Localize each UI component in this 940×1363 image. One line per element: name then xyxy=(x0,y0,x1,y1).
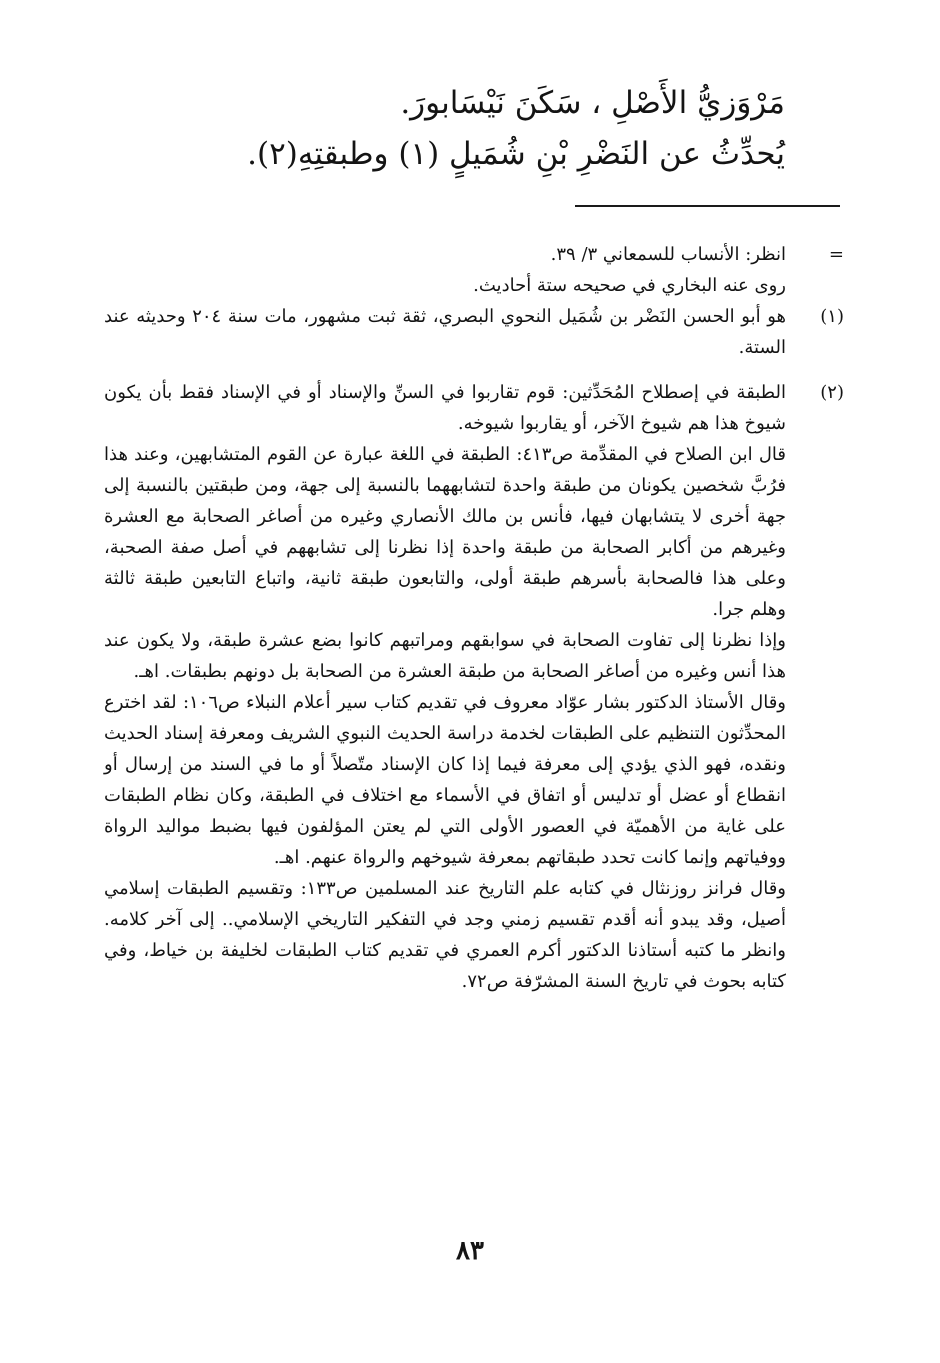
footnote-2 xyxy=(104,377,844,997)
footnote-marker: (٢) xyxy=(820,382,844,403)
footnote-marker: (١) xyxy=(820,306,844,327)
main-text-line-2: يُحدِّثُ عن النَضْرِ بْنِ شُمَيلٍ (١) وطبقتِهِ(٢). xyxy=(247,136,785,172)
page-number: ٨٣ xyxy=(456,1236,484,1266)
footnote-1 xyxy=(104,301,844,363)
footnote-paragraph: وقال فرانز روزنثال في كتابه علم التاريخ عند المسلمين ص١٣٣: وتقسيم الطبقات إسلامي أصيل، وقد يبدو أنه أقدم تقسيم زمني وجد في التفكير التاريخي الإسلامي.. إلى آخر كلامه. وانظر ما كتبه أستاذنا الدكتور أكرم العمري في تقديم كتاب الطبقات لخليفة بن خياط، وفي كتابه بحوث في تاريخ السنة المشرّفة ص٧٢. xyxy=(104,878,786,992)
footnote-paragraph: هو أبو الحسن النَضْر بن شُمَيل النحوي البصري، ثقة ثبت مشهور، مات سنة ٢٠٤ وحديثه عند الستة. xyxy=(104,306,786,358)
footnotes xyxy=(104,239,844,997)
footnote-paragraph: وقال الأستاذ الدكتور بشار عوّاد معروف في تقديم كتاب سير أعلام النبلاء ص١٠٦: لقد اخترع المحدِّثون التنظيم على الطبقات لخدمة دراسة الحديث النبوي الشريف ومعرفة إسناد الحديث ونقده، فهو الذي يؤدي إلى معرفة فيما إذا كان الإسناد متّصلاً أو ما في السند من إرسال أو انقطاع أو عضل أو تدليس أو اتفاق في الأسماء مع اختلاف في الطبقة، وكان نظام الطبقات على غاية من الأهميّة في العصور الأولى التي لم يعتن المؤلفون فيها بضبط مواليد الرواة ووفياتهم وإنما كانت تحدد طبقاتهم بمعرفة شيوخهم والرواة عنهم. اهـ. xyxy=(104,692,786,868)
footnote-continuation xyxy=(104,239,844,301)
footnote-paragraph: الطبقة في إصطلاح المُحَدِّثين: قوم تقاربوا في السنِّ والإسناد أو في الإسناد فقط بأن يكون شيوخ هذا هم شيوخ الآخر، أو يقاربوا شيوخه. xyxy=(104,382,786,434)
footnote-separator xyxy=(575,205,840,207)
footnote-marker: = xyxy=(828,244,844,265)
footnote-paragraph: وإذا نظرنا إلى تفاوت الصحابة في سوابقهم ومراتبهم كانوا بضع عشرة طبقة، ولا يكون عند هذا أنس وغيره من أصاغر الصحابة من طبقة العشرة من الصحابة بل دونهم بطبقات. اهـ. xyxy=(104,630,786,682)
footnote-paragraph: قال ابن الصلاح في المقدِّمة ص٤١٣: الطبقة في اللغة عبارة عن القوم المتشابهين، وعند هذا فرُبَّ شخصين يكونان من طبقة واحدة لتشابههما بالنسبة إلى جهة، ومن طبقتين بالنسبة إلى جهة أخرى لا يتشابهان فيها، فأنس بن مالك الأنصاري وغيره من أصاغر الصحابة مع العشرة وغيرهم من أكابر الصحابة من طبقة واحدة إذا نظرنا إلى تشابههم في أصل صفة الصحبة، وعلى هذا فالصحابة بأسرهم طبقة أولى، والتابعون طبقة ثانية، واتباع التابعين طبقة ثالثة وهلم جرا. xyxy=(104,444,786,620)
footnote-paragraph: انظر: الأنساب للسمعاني ٣/ ٣٩. xyxy=(550,244,786,265)
footnote-paragraph: روى عنه البخاري في صحيحه ستة أحاديث. xyxy=(473,275,786,296)
main-text xyxy=(85,78,785,180)
main-text-line-1: مَرْوَزيُّ الأَصْلِ ، سَكَنَ نَيْسَابورَ. xyxy=(400,85,785,121)
